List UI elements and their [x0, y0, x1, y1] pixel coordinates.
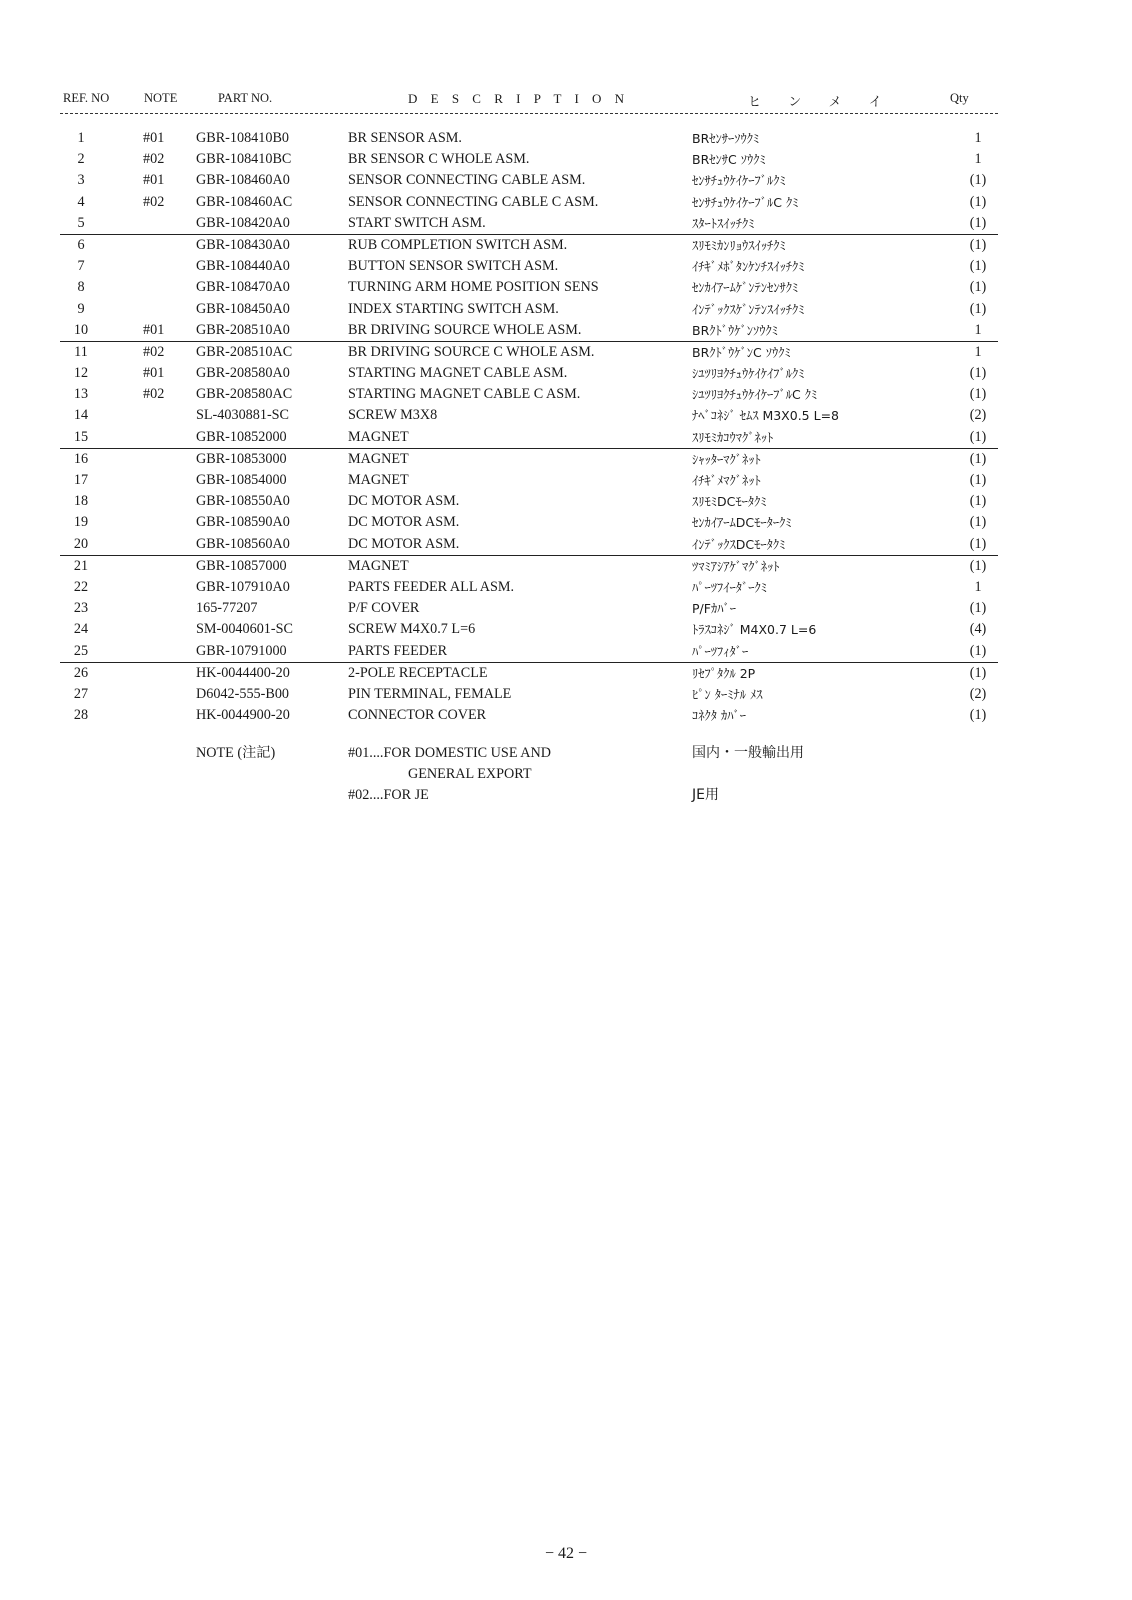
- table-row: [60, 256, 998, 277]
- header-note: NOTE: [144, 91, 178, 105]
- kana-cell: ﾊﾟｰﾂﾌｨﾀﾞｰ: [692, 643, 749, 659]
- note-01-continuation: GENERAL EXPORT: [408, 766, 532, 782]
- header-qty: Qty: [950, 91, 969, 105]
- qty-cell: (1): [969, 493, 987, 510]
- qty-cell: 1: [974, 343, 982, 360]
- qty-cell: (1): [969, 472, 987, 488]
- qty-cell: (1): [969, 236, 987, 253]
- ref-cell: 21: [73, 557, 89, 574]
- kana-cell: ｲﾁｷﾞﾒﾏｸﾞﾈｯﾄ: [692, 473, 761, 488]
- part-no-cell: GBR-108440A0: [196, 258, 290, 275]
- description-cell: SENSOR CONNECTING CABLE ASM.: [348, 172, 586, 189]
- description-cell: PARTS FEEDER: [348, 642, 448, 659]
- kana-cell: ｾﾝｶｲｱｰﾑDCﾓｰﾀｰｸﾐ: [692, 515, 792, 531]
- kana-cell: ｼｬｯﾀｰﾏｸﾞﾈｯﾄ: [692, 451, 761, 467]
- ref-cell: 20: [73, 535, 89, 552]
- kana-cell: ｾﾝｶｲｱｰﾑｹﾞﾝﾃﾝｾﾝｻｸﾐ: [692, 280, 799, 296]
- ref-cell: 4: [77, 193, 85, 210]
- notes-section: [60, 743, 998, 806]
- kana-cell: ﾂﾏﾐｱｼｱｹﾞﾏｸﾞﾈｯﾄ: [692, 558, 780, 574]
- description-cell: PARTS FEEDER ALL ASM.: [348, 578, 515, 595]
- kana-cell: ﾄﾗｽｺﾈｼﾞ M4X0.7 L=6: [692, 622, 817, 638]
- ref-cell: 1: [77, 130, 85, 146]
- kana-cell: ｼﾕﾂﾘﾖｸﾁｭｳｹｲｹｰﾌﾞﾙC ｸﾐ: [692, 387, 818, 403]
- qty-cell: (1): [969, 172, 987, 189]
- table-row: [60, 149, 998, 170]
- ref-cell: 6: [77, 236, 85, 253]
- description-cell: STARTING MAGNET CABLE ASM.: [348, 365, 568, 382]
- table-row: [60, 470, 998, 491]
- ref-cell: 3: [77, 172, 85, 189]
- table-row: [60, 577, 998, 598]
- table-row: [60, 277, 998, 298]
- qty-cell: 1: [974, 321, 982, 338]
- ref-cell: 16: [73, 450, 89, 467]
- description-cell: BR DRIVING SOURCE WHOLE ASM.: [348, 321, 582, 338]
- table-row: [60, 405, 998, 426]
- table-row: [60, 641, 998, 662]
- description-cell: DC MOTOR ASM.: [348, 535, 460, 552]
- kana-cell: ｲﾝﾃﾞｯｸｽｹﾞﾝﾃﾝｽｲｯﾁｸﾐ: [692, 301, 805, 317]
- header-description: D E S C R I P T I O N: [408, 91, 630, 106]
- table-row: [60, 427, 998, 448]
- ref-cell: 10: [73, 321, 89, 338]
- parts-table-body: [60, 128, 998, 726]
- qty-cell: (1): [969, 664, 987, 681]
- kana-cell: ｲﾁｷﾞﾒﾎﾞﾀﾝｹﾝﾁｽｲｯﾁｸﾐ: [692, 259, 805, 275]
- note-cell: #02: [143, 343, 165, 360]
- ref-cell: 15: [73, 428, 89, 445]
- description-cell: PIN TERMINAL, FEMALE: [348, 685, 512, 702]
- kana-cell: BRｸﾄﾞｳｹﾞﾝC ｿｳｸﾐ: [692, 344, 791, 360]
- part-no-cell: GBR-208510A0: [196, 321, 290, 338]
- qty-cell: (1): [969, 642, 987, 659]
- description-cell: BR SENSOR C WHOLE ASM.: [348, 151, 530, 168]
- part-no-cell: GBR-108410B0: [196, 130, 290, 146]
- part-no-cell: GBR-108430A0: [196, 236, 290, 253]
- description-cell: RUB COMPLETION SWITCH ASM.: [348, 236, 568, 253]
- kana-cell: ﾋﾟﾝ ﾀｰﾐﾅﾙ ﾒｽ: [692, 686, 763, 702]
- table-row: [60, 684, 998, 705]
- qty-cell: (1): [969, 258, 987, 275]
- part-no-cell: GBR-10857000: [196, 557, 287, 574]
- part-no-cell: GBR-107910A0: [196, 578, 290, 595]
- note-cell: #02: [143, 193, 165, 210]
- header-ref-no: REF. NO: [63, 91, 110, 105]
- ref-cell: 24: [73, 621, 89, 638]
- ref-cell: 5: [77, 214, 85, 231]
- part-no-cell: GBR-108420A0: [196, 214, 290, 231]
- description-cell: MAGNET: [348, 428, 409, 445]
- qty-cell: (4): [969, 621, 987, 638]
- header-part-no: PART NO.: [218, 91, 273, 105]
- ref-cell: 17: [73, 472, 89, 488]
- kana-cell: ｽﾘﾓﾐｶｺｳﾏｸﾞﾈｯﾄ: [692, 429, 774, 445]
- kana-cell: ﾘｾﾌﾟﾀｸﾙ 2P: [692, 665, 756, 681]
- part-no-cell: GBR-10854000: [196, 472, 287, 488]
- kana-cell: ｽﾘﾓﾐDCﾓｰﾀｸﾐ: [692, 494, 767, 510]
- ref-cell: 23: [73, 600, 89, 617]
- ref-cell: 28: [73, 707, 89, 724]
- note-01-japanese: 国内・一般輸出用: [692, 745, 804, 761]
- part-no-cell: GBR-208580AC: [196, 386, 293, 403]
- qty-cell: (1): [969, 365, 987, 382]
- page-number: − 42 −: [544, 1545, 588, 1562]
- description-cell: BR DRIVING SOURCE C WHOLE ASM.: [348, 343, 595, 360]
- kana-cell: BRｾﾝｻC ｿｳｸﾐ: [692, 152, 766, 168]
- table-row: [60, 320, 998, 341]
- note-cell: #01: [143, 172, 165, 189]
- note-cell: #02: [143, 386, 165, 403]
- kana-cell: ｾﾝｻﾁｭｳｹｲｹｰﾌﾞﾙC ｸﾐ: [692, 194, 799, 210]
- part-no-cell: GBR-10791000: [196, 642, 287, 659]
- description-cell: P/F COVER: [348, 600, 420, 617]
- table-row: [60, 512, 998, 533]
- description-cell: STARTING MAGNET CABLE C ASM.: [348, 386, 581, 403]
- table-row: [60, 662, 998, 684]
- description-cell: TURNING ARM HOME POSITION SENS: [348, 279, 599, 296]
- description-cell: SCREW M4X0.7 L=6: [348, 621, 476, 638]
- part-no-cell: GBR-108410BC: [196, 151, 292, 168]
- qty-cell: (1): [969, 428, 987, 445]
- kana-cell: ﾅﾍﾞｺﾈｼﾞ ｾﾑｽ M3X0.5 L=8: [692, 408, 839, 424]
- table-row: [60, 705, 998, 726]
- part-no-cell: D6042-555-B00: [196, 685, 290, 702]
- part-no-cell: GBR-208580A0: [196, 365, 290, 382]
- kana-cell: ｾﾝｻﾁｭｳｹｲｹｰﾌﾞﾙｸﾐ: [692, 173, 786, 189]
- part-no-cell: HK-0044900-20: [196, 707, 290, 724]
- ref-cell: 8: [77, 279, 85, 296]
- table-row: [60, 299, 998, 320]
- note-02-text: #02....FOR JE: [348, 787, 429, 803]
- qty-cell: 1: [974, 130, 982, 146]
- ref-cell: 25: [73, 642, 89, 659]
- note-02-japanese: JE用: [692, 787, 719, 803]
- qty-cell: (1): [969, 386, 987, 403]
- qty-cell: 1: [974, 151, 982, 168]
- part-no-cell: GBR-108550A0: [196, 493, 290, 510]
- part-no-cell: GBR-108460A0: [196, 172, 290, 189]
- qty-cell: (1): [969, 193, 987, 210]
- ref-cell: 11: [74, 343, 88, 360]
- description-cell: SENSOR CONNECTING CABLE C ASM.: [348, 193, 599, 210]
- description-cell: MAGNET: [348, 557, 409, 574]
- note-01-text: #01....FOR DOMESTIC USE AND: [348, 745, 551, 761]
- part-no-cell: GBR-108470A0: [196, 279, 290, 296]
- part-no-cell: SL-4030881-SC: [196, 407, 290, 424]
- kana-cell: ｽﾘﾓﾐｶﾝﾘｮｳｽｲｯﾁｸﾐ: [692, 237, 786, 253]
- description-cell: SCREW M3X8: [348, 407, 438, 424]
- qty-cell: 1: [974, 578, 982, 595]
- table-row: [60, 128, 998, 149]
- ref-cell: 9: [77, 300, 85, 317]
- part-no-cell: GBR-108590A0: [196, 514, 290, 531]
- table-row: [60, 534, 998, 555]
- ref-cell: 7: [77, 258, 85, 275]
- ref-cell: 22: [73, 578, 89, 595]
- ref-cell: 27: [73, 685, 89, 702]
- part-no-cell: GBR-108560A0: [196, 535, 290, 552]
- part-no-cell: GBR-10852000: [196, 428, 287, 445]
- table-row: [60, 448, 998, 470]
- description-cell: CONNECTOR COVER: [348, 707, 487, 724]
- table-row: [60, 598, 998, 619]
- note-cell: #01: [143, 130, 165, 146]
- kana-cell: P/Fｶﾊﾞｰ: [692, 601, 736, 617]
- table-row: [60, 619, 998, 640]
- ref-cell: 14: [73, 407, 89, 424]
- part-no-cell: SM-0040601-SC: [196, 621, 293, 638]
- ref-cell: 12: [73, 365, 89, 382]
- table-row: [60, 234, 998, 256]
- ref-cell: 26: [73, 664, 89, 681]
- description-cell: DC MOTOR ASM.: [348, 493, 460, 510]
- qty-cell: (1): [969, 514, 987, 531]
- qty-cell: (1): [969, 214, 987, 231]
- qty-cell: (1): [969, 450, 987, 467]
- kana-cell: BRｾﾝｻｰｿｳｸﾐ: [692, 131, 760, 146]
- qty-cell: (1): [969, 707, 987, 724]
- note-cell: #01: [143, 321, 165, 338]
- table-row: [60, 491, 998, 512]
- kana-cell: ｽﾀｰﾄｽｲｯﾁｸﾐ: [692, 215, 755, 231]
- part-no-cell: GBR-208510AC: [196, 343, 293, 360]
- table-row: [60, 363, 998, 384]
- ref-cell: 13: [73, 386, 89, 403]
- table-row: [60, 170, 998, 191]
- kana-cell: BRｸﾄﾞｳｹﾞﾝｿｳｸﾐ: [692, 322, 779, 338]
- kana-cell: ｼﾕﾂﾘﾖｸﾁｭｳｹｲｹｲﾌﾞﾙｸﾐ: [692, 366, 805, 382]
- description-cell: INDEX STARTING SWITCH ASM.: [348, 300, 559, 317]
- table-row: [60, 341, 998, 363]
- part-no-cell: GBR-108460AC: [196, 193, 293, 210]
- part-no-cell: 165-77207: [196, 600, 258, 617]
- header-kana: ヒ ン メ イ: [748, 94, 894, 109]
- note-cell: #01: [143, 365, 165, 382]
- qty-cell: (1): [969, 279, 987, 296]
- qty-cell: (1): [969, 535, 987, 552]
- table-header: [60, 91, 998, 114]
- note-cell: #02: [143, 151, 165, 168]
- table-row: [60, 192, 998, 213]
- qty-cell: (1): [969, 300, 987, 317]
- qty-cell: (2): [969, 685, 987, 702]
- kana-cell: ﾊﾟｰﾂﾌｲｰﾀﾞｰｸﾐ: [692, 579, 768, 595]
- table-row: [60, 213, 998, 234]
- qty-cell: (2): [969, 407, 987, 424]
- description-cell: MAGNET: [348, 450, 409, 467]
- part-no-cell: GBR-10853000: [196, 450, 287, 467]
- kana-cell: ｺﾈｸﾀ ｶﾊﾞｰ: [692, 708, 746, 724]
- ref-cell: 18: [73, 493, 89, 510]
- note-label: NOTE (注記): [196, 745, 276, 761]
- description-cell: BR SENSOR ASM.: [348, 130, 462, 146]
- description-cell: 2-POLE RECEPTACLE: [348, 664, 488, 681]
- description-cell: BUTTON SENSOR SWITCH ASM.: [348, 258, 559, 275]
- qty-cell: (1): [969, 557, 987, 574]
- ref-cell: 19: [73, 514, 89, 531]
- kana-cell: ｲﾝﾃﾞｯｸｽDCﾓｰﾀｸﾐ: [692, 536, 786, 552]
- description-cell: MAGNET: [348, 472, 409, 488]
- table-row: [60, 555, 998, 577]
- part-no-cell: GBR-108450A0: [196, 300, 290, 317]
- ref-cell: 2: [77, 151, 85, 168]
- description-cell: START SWITCH ASM.: [348, 214, 486, 231]
- part-no-cell: HK-0044400-20: [196, 664, 290, 681]
- description-cell: DC MOTOR ASM.: [348, 514, 460, 531]
- qty-cell: (1): [969, 600, 987, 617]
- table-row: [60, 384, 998, 405]
